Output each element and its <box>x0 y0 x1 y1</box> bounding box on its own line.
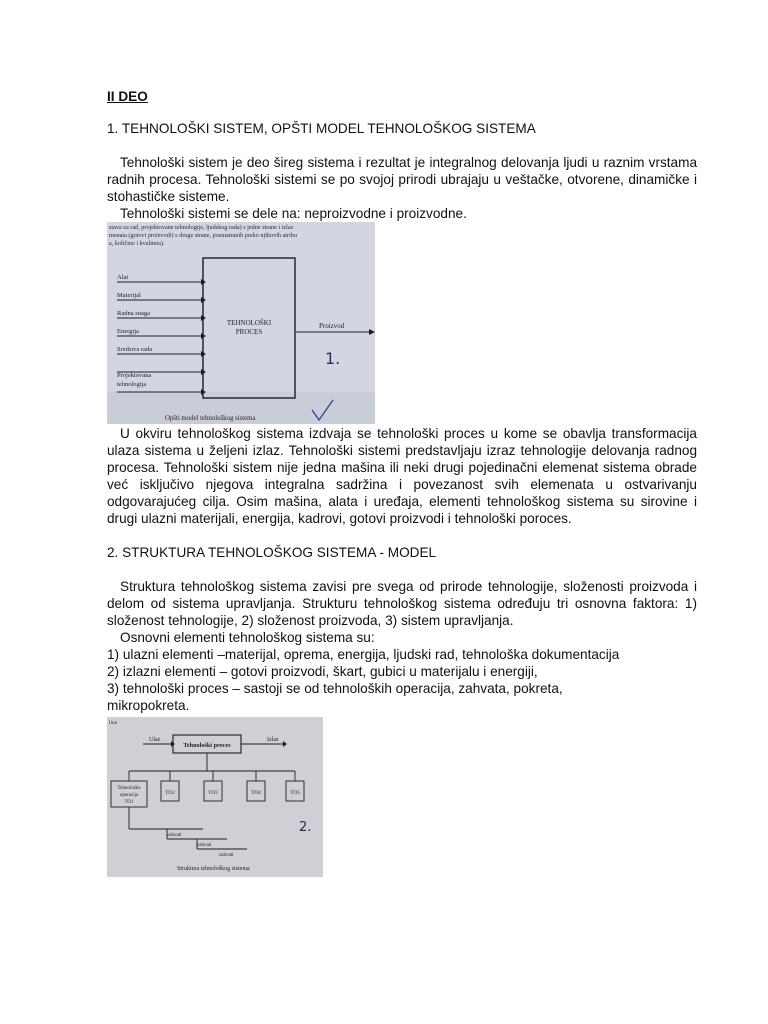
figure1-caption: Opšti model tehnološkog sistema <box>165 415 256 422</box>
part-heading: II DEO <box>107 89 148 104</box>
figure2-op1-line3: TO1 <box>124 800 134 805</box>
figure1-handwritten-number: 1. <box>325 349 341 368</box>
figure2-sub-1: zahvati <box>167 833 182 838</box>
figure1-input-sredstva-rada: Sredstva rada <box>117 346 153 353</box>
section2-item-2: 2) izlazni elementi – gotovi proizvodi, škart, gubici u materijalu i energiji, <box>107 664 538 679</box>
figure1-process-line1: TEHNOLOŠKI <box>226 319 272 327</box>
section1-heading: 1. TEHNOLOŠKI SISTEM, OPŠTI MODEL TEHNOLOŠKOG SISTEMA <box>107 121 536 136</box>
figure2-output-label: Izlaz <box>267 737 279 743</box>
figure2-op5-label: TO5 <box>290 790 300 796</box>
figure1-input-projektovana: Projektovana <box>117 372 152 379</box>
section2-heading: 2. STRUKTURA TEHNOLOŠKOG SISTEMA - MODEL <box>107 545 437 560</box>
section1-paragraph-1: Tehnološki sistem je deo šireg sistema i rezultat je integralnog delovanja ljudi u raznim vrstama radnih procesa. Tehnološki sistemi se po svojoj prirodi ubrajaju u veštačke, otvorene, dinamičke i stohastičke sisteme. <box>107 155 697 204</box>
figure1-photo <box>107 222 375 424</box>
section2-item-3-cont: mikropokreta. <box>107 698 190 713</box>
figure2-op2-label: TO2 <box>165 790 175 796</box>
figure1-process-line2: PROCES <box>235 328 263 336</box>
figure2-handwritten-number: 2. <box>299 820 312 835</box>
figure2-photo <box>107 717 323 877</box>
figure1-input-tehnologija: tehnologija <box>117 381 147 388</box>
section2-item-3: 3) tehnološki proces – sastoji se od tehnoloških operacija, zahvata, pokreta, <box>107 681 563 696</box>
figure2-process-label: Tehnološki proces <box>183 742 231 749</box>
section1-paragraph-2: Tehnološki sistemi se dele na: neproizvodne i proizvodne. <box>120 206 467 221</box>
figure1-top-line-3: a, količine i kvaliteta). <box>109 240 165 247</box>
figure2-op1-line1: Tehnološka <box>117 786 141 791</box>
figure2-op3-label: TO3 <box>208 790 218 796</box>
figure1-output-label: Proizvod <box>319 322 345 330</box>
section1-paragraph-3: U okviru tehnološkog sistema izdvaja se tehnološki proces u kome se obavlja transformacija ulaza sistema u željeni izlaz. Tehnološki sistemi predstavljaju izraz tehnologije delovanja radnog procesa. Tehnološki sistem nije jedna mašina ili neki drugi pojedinačni elemenat sistema obrade već isključivo njegova integralna sadržina i povezanost svih elemenata u ostvarivanju odgovarajućeg cilja. Osim mašina, alata i uređaja, elementi tehnološkog sistema su sirovine i drugi ulazni materijali, energija, kadrovi, gotovi proizvodi i tehnološki poroces. <box>107 426 697 526</box>
figure2-op4-label: TO4 <box>251 790 261 796</box>
figure1-top-line-1: stava za rad, projektovane tehnologije, ljudskog rada) s jedne strane i izlaz <box>109 224 294 231</box>
section2-item-1: 1) ulazni elementi –materijal, oprema, energija, ljudski rad, tehnološka dokumentacija <box>107 647 620 662</box>
figure2-sub-3: zahvati <box>219 853 234 858</box>
figure2-input-label: Ulaz <box>149 737 161 743</box>
figure1-input-energija: Energija <box>117 328 139 335</box>
section2-paragraph-1: Struktura tehnološkog sistema zavisi pre svega od prirode tehnologije, složenosti proizvoda i delom od sistema upravljanja. Strukturu tehnološkog sistema određuju tri osnovna faktora: 1) složenost tehnologije, 2) složenost proizvoda, 3) sistem upravljanja. <box>107 579 697 628</box>
figure1-top-line-2: menata (gotovi proizvodi) s druge strane, posmatranih preko njihovih atribu <box>109 232 297 239</box>
figure1-input-materijal: Materijal <box>117 292 141 299</box>
figure2-caption: Struktura tehnološkog sistema <box>177 866 250 872</box>
figure2-sub-2: zahvati <box>197 843 212 848</box>
document-page <box>107 88 697 897</box>
figure2-op1-line2: operacija <box>119 793 139 798</box>
figure1-input-alat: Alat <box>117 274 129 281</box>
section2-paragraph-2: Osnovni elementi tehnološkog sistema su: <box>120 630 375 645</box>
figure1-input-radna-snaga: Radna snaga <box>117 310 151 317</box>
figure2-corner-text: line <box>109 720 118 726</box>
